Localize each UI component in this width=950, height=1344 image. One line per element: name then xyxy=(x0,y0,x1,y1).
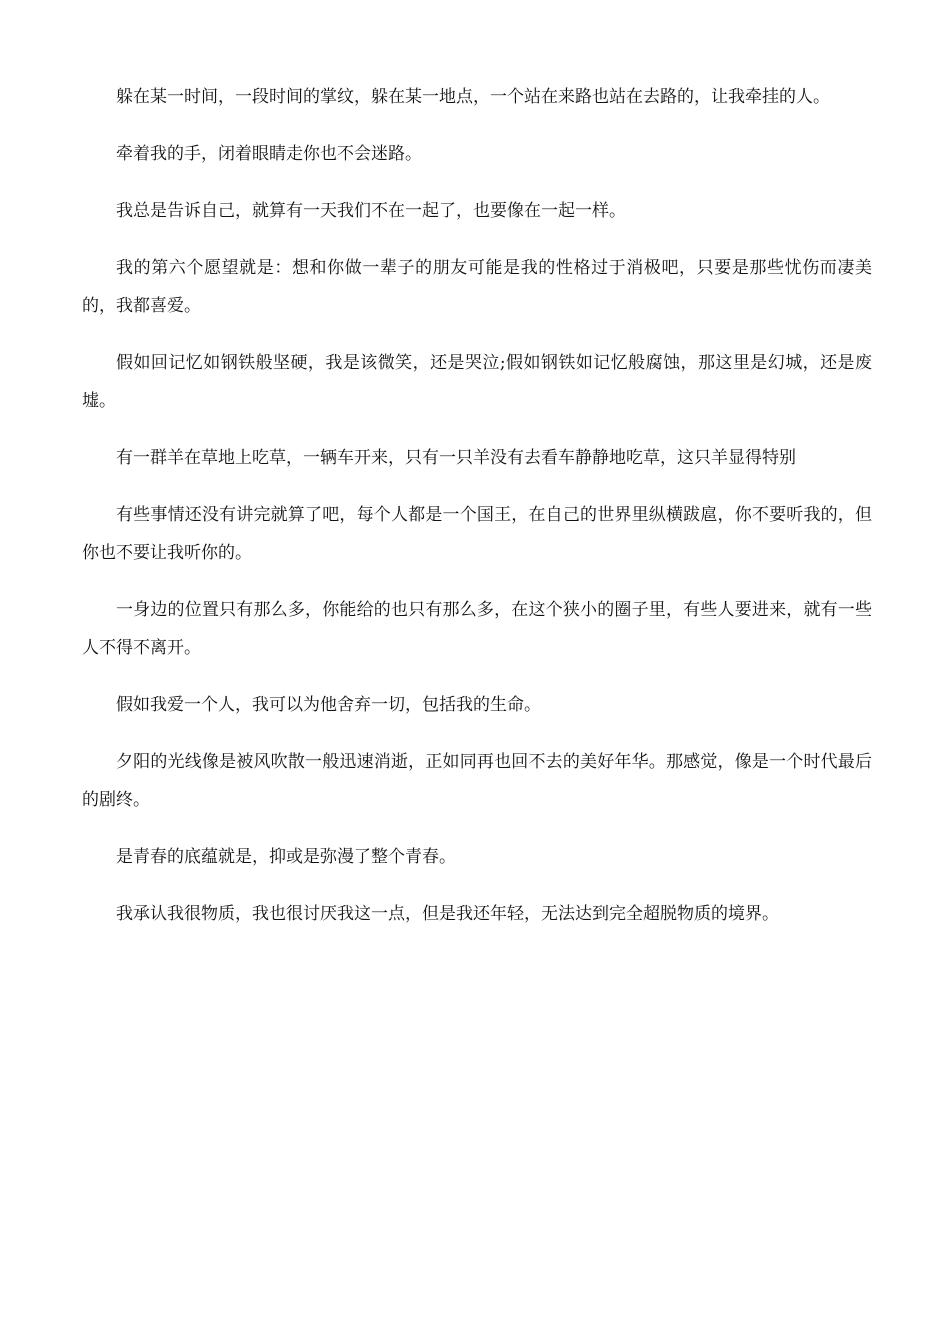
paragraph: 有些事情还没有讲完就算了吧，每个人都是一个国王，在自己的世界里纵横跋扈，你不要听我的，但你也不要让我听你的。 xyxy=(82,505,872,563)
paragraph: 我承认我很物质，我也很讨厌我这一点，但是我还年轻，无法达到完全超脱物质的境界。 xyxy=(116,904,779,924)
document-body xyxy=(82,78,872,952)
paragraph: 一身边的位置只有那么多，你能给的也只有那么多，在这个狭小的圈子里，有些人要进来，就有一些人不得不离开。 xyxy=(82,600,872,658)
paragraph: 是青春的底蕴就是，抑或是弥漫了整个青春。 xyxy=(116,847,456,867)
paragraph: 假如我爱一个人，我可以为他舍弃一切，包括我的生命。 xyxy=(116,695,541,715)
paragraph: 我的第六个愿望就是：想和你做一辈子的朋友可能是我的性格过于消极吧，只要是那些忧伤而凄美的，我都喜爱。 xyxy=(82,258,872,316)
paragraph: 夕阳的光线像是被风吹散一般迅速消逝，正如同再也回不去的美好年华。那感觉，像是一个时代最后的剧终。 xyxy=(82,752,872,810)
paragraph: 牵着我的手，闭着眼睛走你也不会迷路。 xyxy=(116,144,422,164)
paragraph: 有一群羊在草地上吃草，一辆车开来，只有一只羊没有去看车静静地吃草，这只羊显得特别 xyxy=(116,448,796,468)
paragraph: 假如回记忆如钢铁般坚硬，我是该微笑，还是哭泣;假如钢铁如记忆般腐蚀，那这里是幻城，还是废墟。 xyxy=(82,353,872,411)
paragraph: 躲在某一时间，一段时间的掌纹，躲在某一地点，一个站在来路也站在去路的，让我牵挂的人。 xyxy=(116,87,830,107)
paragraph: 我总是告诉自己，就算有一天我们不在一起了，也要像在一起一样。 xyxy=(116,201,626,221)
